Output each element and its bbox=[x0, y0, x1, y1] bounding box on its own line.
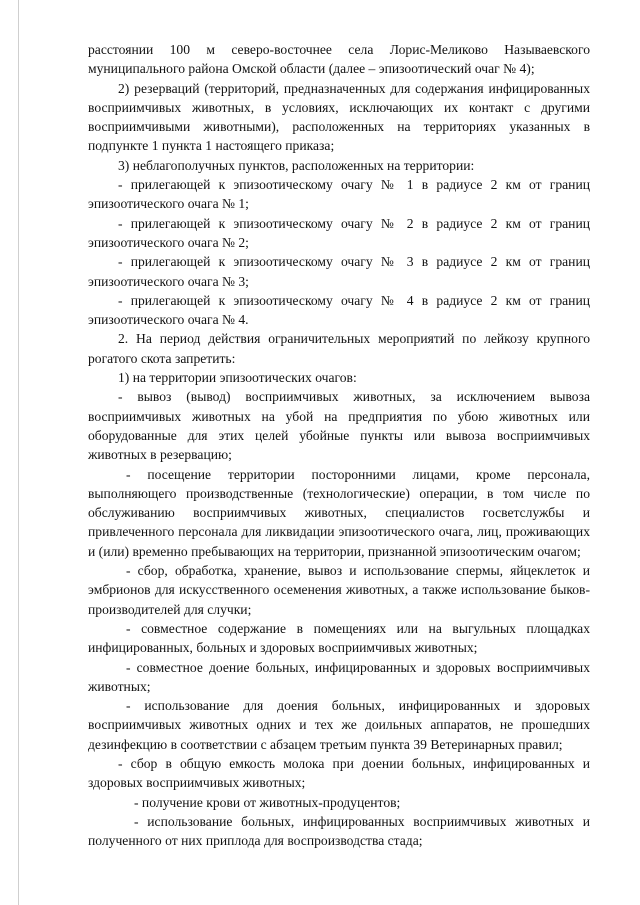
list-item-blood: - получение крови от животных-продуцентов; bbox=[134, 794, 401, 810]
list-item-focus-2: - прилегающей к эпизоотическому очагу № 2 в радиусе 2 км от границ эпизоотического очага № 2; bbox=[88, 215, 590, 250]
list-item-focus-4: - прилегающей к эпизоотическому очагу № 4 в радиусе 2 км от границ эпизоотического очага № 4. bbox=[88, 292, 590, 328]
paragraph-subsection-1: 1) на территории эпизоотических очагов: bbox=[118, 370, 357, 386]
paragraph-continuation: расстоянии 100 м северо-восточнее села Лорис-Меликово Называевского муниципального района Омской области (далее – эпизоотический очаг № 4); bbox=[88, 42, 590, 77]
list-item-sperm: - сбор, обработка, хранение, вывоз и использование спермы, яйцеклеток и эмбрионов для искусственного осеменения животных, а также использование быков-производителей для случки; bbox=[88, 563, 590, 617]
document-body bbox=[88, 40, 590, 850]
paragraph-section-2: 2. На период действия ограничительных мероприятий по лейкозу крупного рогатого скота запретить: bbox=[88, 331, 590, 366]
list-item-focus-1: - прилегающей к эпизоотическому очагу № 1 в радиусе 2 км от границ эпизоотического очага № 1; bbox=[88, 177, 590, 212]
scan-margin-line bbox=[18, 0, 19, 905]
paragraph-reservations: 2) резерваций (территорий, предназначенных для содержания инфицированных восприимчивых животных, в условиях, исключающих их контакт с другими восприимчивыми животными), расположенных на территориях указанных в подпункте 1 пункта 1 настоящего приказа; bbox=[88, 80, 590, 154]
list-item-milk-collection: - сбор в общую емкость молока при доении больных, инфицированных и здоровых восприимчивых животных; bbox=[88, 755, 590, 791]
list-item-joint-keeping: - совместное содержание в помещениях или на выгульных площадках инфицированных, больных и здоровых восприимчивых животных; bbox=[88, 620, 590, 656]
list-item-reproduction: - использование больных, инфицированных восприимчивых животных и полученного от них приплода для воспроизводства стада; bbox=[88, 813, 590, 849]
paragraph-unfavorable-points: 3) неблагополучных пунктов, расположенных на территории: bbox=[118, 157, 475, 173]
list-item-joint-milking: - совместное доение больных, инфицированных и здоровых восприимчивых животных; bbox=[88, 659, 590, 694]
list-item-milking-devices: - использование для доения больных, инфицированных и здоровых восприимчивых животных одних и тех же доильных аппаратов, не прошедших дезинфекцию в соответствии с абзацем третьим пункта 39 Ветеринарных правил; bbox=[88, 698, 590, 752]
list-item-export: - вывоз (вывод) восприимчивых животных, за исключением вывоза восприимчивых животных на убой на предприятия по убою животных или оборудованные для этих целей убойные пункты или вывоза восприимчивых животных в резервацию; bbox=[88, 389, 590, 463]
list-item-visits: - посещение территории посторонними лицами, кроме персонала, выполняющего производственные (технологические) операции, в том числе по обслуживанию восприимчивых животных, специалистов госветслужбы и привлеченного персонала для ликвидации эпизоотического очага, лиц, проживающих и (или) временно пребывающих на территории, признанной эпизоотическим очагом; bbox=[88, 466, 590, 559]
list-item-focus-3: - прилегающей к эпизоотическому очагу № 3 в радиусе 2 км от границ эпизоотического очага № 3; bbox=[88, 254, 590, 289]
